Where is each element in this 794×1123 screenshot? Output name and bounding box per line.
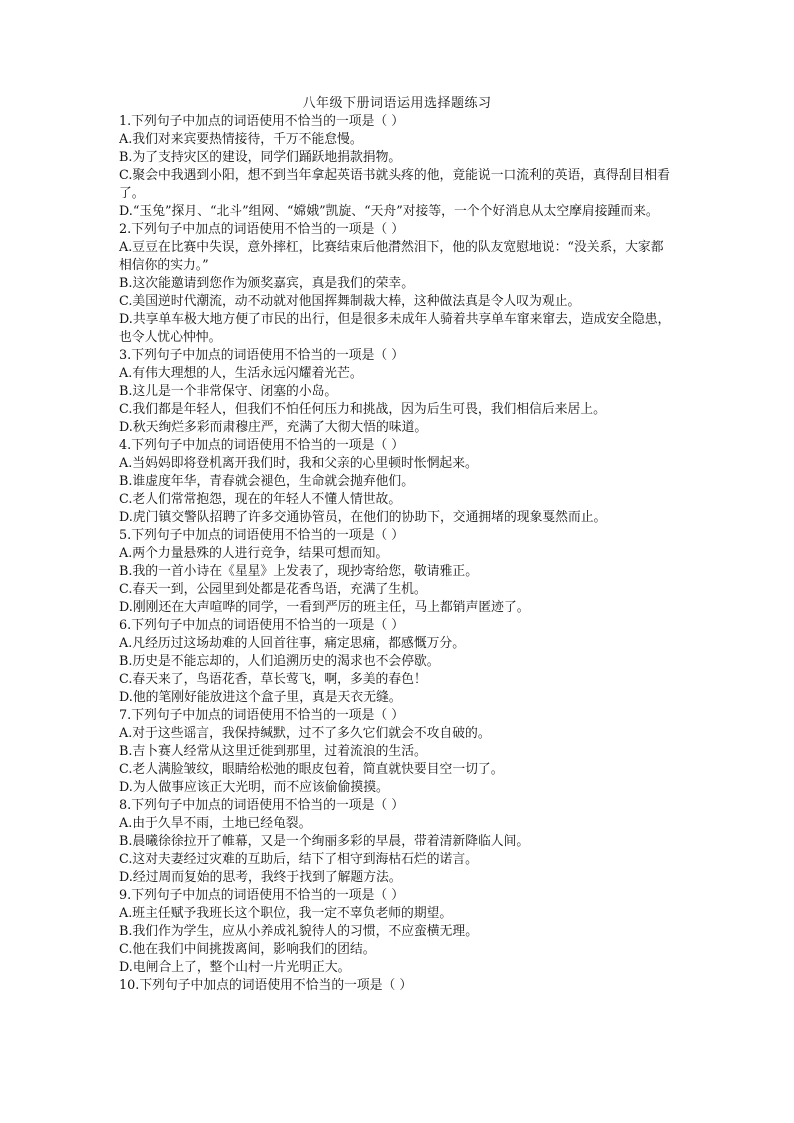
option-b: B.为了支持灾区的建设，同学们踊跃地捐款捐物。 [119, 150, 402, 165]
question [119, 797, 675, 887]
question [119, 347, 675, 437]
question-stem: 2.下列句子中加点的词语使用不恰当的一项是（ ） [119, 222, 405, 237]
question-stem: 10.下列句子中加点的词语使用不恰当的一项是（ ） [119, 978, 413, 993]
option-b: B.我们作为学生，应从小养成礼貌待人的习惯，不应蛮横无理。 [119, 924, 478, 939]
option-a: A.对于这些谣言，我保持缄默，过不了多久它们就会不攻自破的。 [119, 726, 491, 741]
question-stem: 9.下列句子中加点的词语使用不恰当的一项是（ ） [119, 888, 405, 903]
question-stem: 5.下列句子中加点的词语使用不恰当的一项是（ ） [119, 528, 405, 543]
option-a: A.两个力量悬殊的人进行竞争，结果可想而知。 [119, 546, 389, 561]
question-stem: 8.下列句子中加点的词语使用不恰当的一项是（ ） [119, 798, 405, 813]
question [119, 977, 675, 995]
option-b: B.晨曦徐徐拉开了帷幕，又是一个绚丽多彩的早晨，带着清新降临人间。 [119, 834, 530, 849]
option-c: C.我们都是年轻人，但我们不怕任何压力和挑战，因为后生可畏，我们相信后来居上。 [119, 402, 606, 417]
question-stem: 3.下列句子中加点的词语使用不恰当的一项是（ ） [119, 348, 405, 363]
option-c: C.他在我们中间挑拨离间，影响我们的团结。 [119, 942, 376, 957]
option-d: D.共享单车极大地方便了市民的出行，但是很多未成年人骑着共享单车窜来窜去，造成安全隐患，也令人忧心忡忡。 [119, 312, 671, 345]
option-a: A.凡经历过这场劫难的人回首往事，痛定思痛，都感慨万分。 [119, 636, 466, 651]
question-stem: 4.下列句子中加点的词语使用不恰当的一项是（ ） [119, 438, 405, 453]
option-c: C.春天来了，鸟语花香，草长莺飞，啊，多美的春色！ [119, 672, 427, 687]
option-a: A.班主任赋予我班长这个职位，我一定不辜负老师的期望。 [119, 906, 453, 921]
option-c: C.美国逆时代潮流，动不动就对他国挥舞制裁大棒，这种做法真是令人叹为观止。 [119, 294, 581, 309]
option-d: D.他的笔刚好能放进这个盒子里，真是天衣无缝。 [119, 690, 402, 705]
question-stem: 1.下列句子中加点的词语使用不恰当的一项是（ ） [119, 114, 405, 129]
document-title: 八年级下册词语运用选择题练习 [302, 96, 492, 111]
option-c: C.春天一到，公园里到处都是花香鸟语，充满了生机。 [119, 582, 427, 597]
question [119, 527, 675, 617]
question [119, 221, 675, 347]
question [119, 437, 675, 527]
option-d: D.秋天绚烂多彩而肃穆庄严，充满了大彻大悟的味道。 [119, 420, 428, 435]
question [119, 707, 675, 797]
option-b: B.这次能邀请到您作为颁奖嘉宾，真是我们的荣幸。 [119, 276, 415, 291]
question [119, 113, 675, 221]
option-a: A.我们对来宾要热情接待，千万不能怠慢。 [119, 132, 363, 147]
question [119, 617, 675, 707]
option-a: A.豆豆在比赛中失误，意外摔杠，比赛结束后他潸然泪下，他的队友宽慰地说：“没关系，大家都相信你的实力。” [119, 240, 664, 273]
option-a: A.有伟大理想的人，生活永远闪耀着光芒。 [119, 366, 363, 381]
option-d: D.电闸合上了，整个山村一片光明正大。 [119, 960, 351, 975]
option-c: C.这对夫妻经过灾难的互助后，结下了相守到海枯石烂的诺言。 [119, 852, 478, 867]
option-d: D.刚刚还在大声喧哗的同学，一看到严厉的班主任，马上都销声匿迹了。 [119, 600, 530, 615]
option-d: D.经过周而复始的思考，我终于找到了解题方法。 [119, 870, 402, 885]
option-d: D.为人做事应该正大光明，而不应该偷偷摸摸。 [119, 780, 389, 795]
question [119, 887, 675, 977]
question-list [119, 113, 675, 995]
option-b: B.谁虚度年华，青春就会褪色，生命就会抛弃他们。 [119, 474, 415, 489]
option-b: B.吉卜赛人经常从这里迁徙到那里，过着流浪的生活。 [119, 744, 427, 759]
option-a: A.由于久旱不雨，土地已经龟裂。 [119, 816, 312, 831]
option-d: D.虎门镇交警队招聘了许多交通协管员，在他们的协助下，交通拥堵的现象戛然而止。 [119, 510, 607, 525]
option-d: D.“玉兔”探月、“北斗”组网、“嫦娥”凯旋、“天舟”对接等，一个个好消息从太空摩肩接踵而来。 [119, 204, 659, 219]
option-c: C.老人们常常抱怨，现在的年轻人不懂人情世故。 [119, 492, 402, 507]
option-b: B.历史是不能忘却的，人们追溯历史的渴求也不会停歇。 [119, 654, 440, 669]
option-b: B.我的一首小诗在《星星》上发表了，现抄寄给您，敬请雅正。 [119, 564, 478, 579]
option-c: C.老人满脸皱纹，眼睛给松弛的眼皮包着，简直就快要目空一切了。 [119, 762, 504, 777]
question-stem: 6.下列句子中加点的词语使用不恰当的一项是（ ） [119, 618, 405, 633]
option-a: A.当妈妈即将登机离开我们时，我和父亲的心里顿时怅惘起来。 [119, 456, 478, 471]
option-c: C.聚会中我遇到小阳，想不到当年拿起英语书就头疼的他，竟能说一口流利的英语，真得刮目相看了。 [119, 168, 670, 201]
option-b: B.这儿是一个非常保守、闭塞的小岛。 [119, 384, 338, 399]
question-stem: 7.下列句子中加点的词语使用不恰当的一项是（ ） [119, 708, 405, 723]
